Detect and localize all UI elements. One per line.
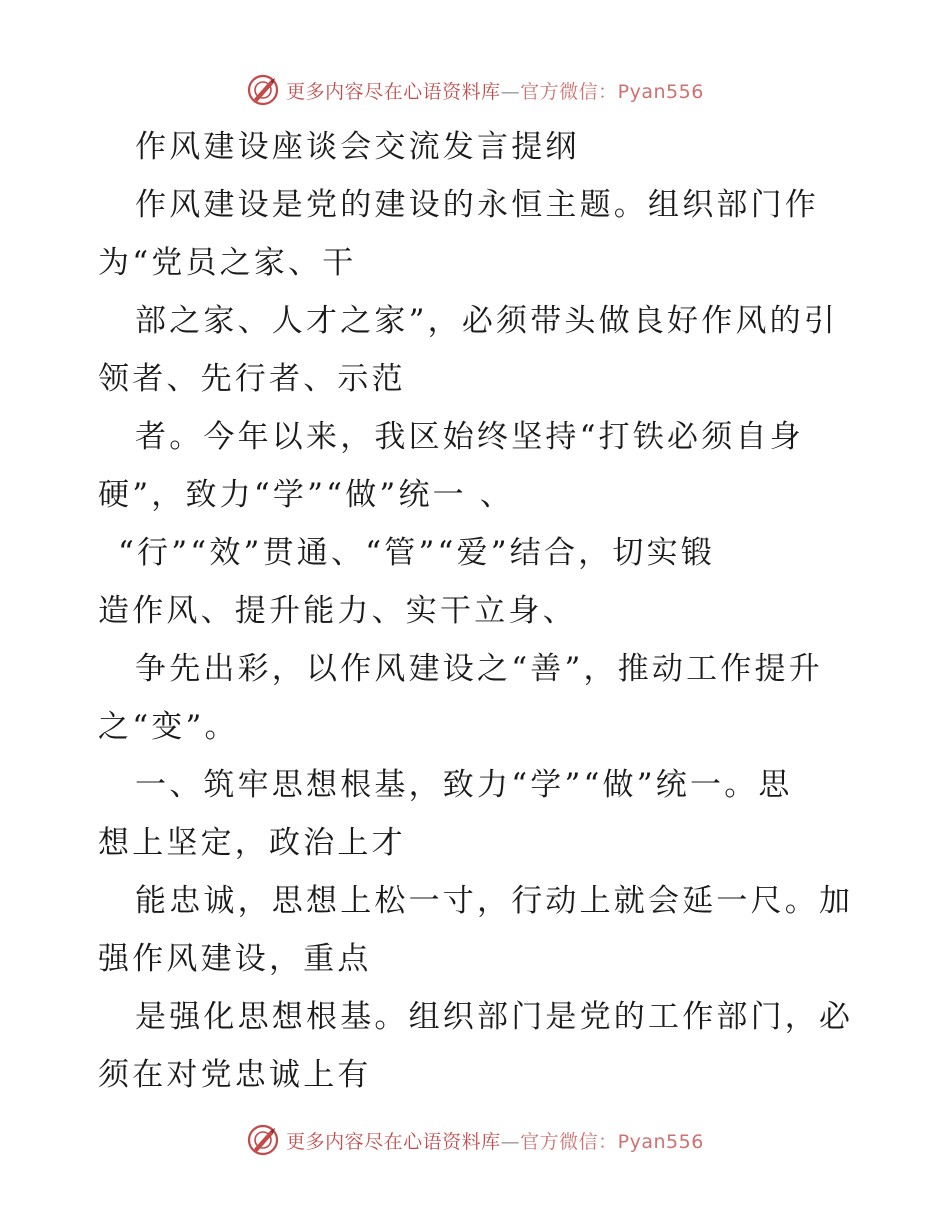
paragraph-line: 之“变”。	[98, 709, 239, 745]
footer-watermark-text	[286, 1127, 704, 1154]
paragraph-line: 是强化思想根基。组织部门是党的工作部门，必	[135, 999, 854, 1035]
header-watermark-text	[286, 77, 704, 104]
logo-icon	[246, 1123, 280, 1157]
paragraph-line: 为“党员之家、干	[98, 245, 357, 281]
header-banner-text: 更多内容尽在心语资料库	[286, 80, 501, 103]
paragraph-line: “行”“效”贯通、“管”“爱”结合，切实锻	[118, 535, 715, 571]
paragraph-line: 须在对党忠诚上有	[98, 1057, 372, 1093]
paragraph-line: 者。今年以来，我区始终坚持“打铁必须自身	[135, 419, 804, 455]
paragraph-line: 造作风、提升能力、实干立身、	[98, 593, 577, 629]
paragraph-line: 争先出彩，以作风建设之“善”，推动工作提升	[135, 651, 823, 687]
header-wechat-text: 官方微信：Pyan556	[520, 80, 704, 103]
footer-banner-text: 更多内容尽在心语资料库	[286, 1130, 501, 1153]
footer-watermark	[0, 1120, 950, 1160]
section-heading-line: 一、筑牢思想根基，致力“学”“做”统一。思	[135, 767, 793, 803]
paragraph-line: 部之家、人才之家”，必须带头做良好作风的引	[135, 303, 839, 339]
paragraph-line: 领者、先行者、示范	[98, 361, 406, 397]
paragraph-line: 强作风建设，重点	[98, 941, 372, 977]
footer-wechat-text: 官方微信：Pyan556	[520, 1130, 704, 1153]
document-title: 作风建设座谈会交流发言提纲	[135, 129, 580, 165]
header-watermark	[0, 70, 950, 110]
paragraph-line: 作风建设是党的建设的永恒主题。组织部门作	[135, 187, 819, 223]
logo-icon	[246, 73, 280, 107]
paragraph-line: 硬”，致力“学”“做”统一 、	[98, 477, 515, 513]
paragraph-line: 能忠诚，思想上松一寸，行动上就会延一尺。加	[135, 883, 854, 919]
header-dash: —	[500, 80, 521, 103]
paragraph-line: 想上坚定，政治上才	[98, 825, 406, 861]
footer-dash: —	[500, 1130, 521, 1153]
